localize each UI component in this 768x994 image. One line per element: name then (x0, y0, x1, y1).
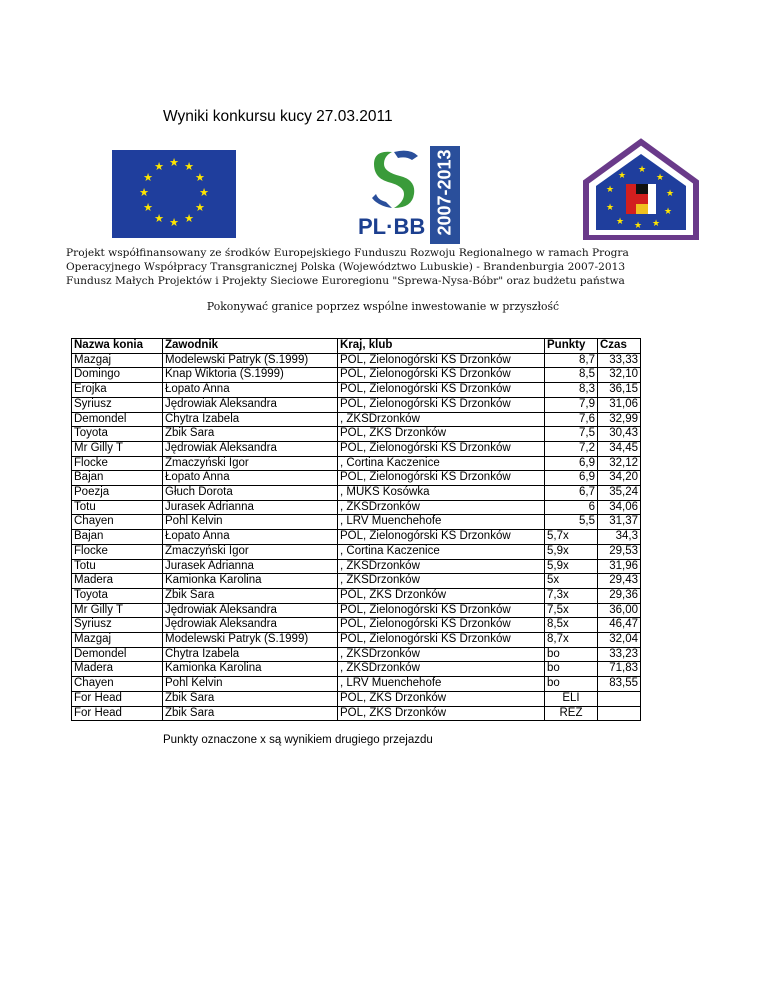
header-horse-name: Nazwa konia (72, 339, 163, 354)
cell-time: 34,3 (598, 530, 641, 545)
cell-rider: Zbik Sara (163, 706, 338, 721)
cell-rider: Zbik Sara (163, 588, 338, 603)
cell-time (598, 691, 641, 706)
eu-star-icon: ★ (169, 157, 179, 169)
cell-horse-name: Demondel (72, 412, 163, 427)
eu-star-icon: ★ (199, 187, 209, 199)
cell-points: 6,9 (545, 456, 598, 471)
cell-horse-name: Flocke (72, 456, 163, 471)
table-row (72, 677, 641, 692)
cell-country-club: POL, ZKS Drzonków (338, 691, 545, 706)
footnote: Punkty oznaczone x są wynikiem drugiego przejazdu (163, 734, 433, 746)
cell-time: 32,04 (598, 633, 641, 648)
cell-country-club: POL, ZKS Drzonków (338, 427, 545, 442)
table-row (72, 397, 641, 412)
cell-country-club: , LRV Muenchehofe (338, 515, 545, 530)
cell-horse-name: Mazgaj (72, 353, 163, 368)
funding-line: Projekt współfinansowany ze środków Europejskiego Funduszu Rozwoju Regionalnego w ramach Progra (66, 247, 629, 259)
cell-country-club: POL, Zielonogórski KS Drzonków (338, 603, 545, 618)
cell-horse-name: Poezja (72, 486, 163, 501)
cell-horse-name: Flocke (72, 544, 163, 559)
table-row (72, 353, 641, 368)
cell-horse-name: Toyota (72, 427, 163, 442)
table-row (72, 383, 641, 398)
eu-star-icon: ★ (169, 217, 179, 229)
cell-rider: Jędrowiak Aleksandra (163, 603, 338, 618)
table-row (72, 662, 641, 677)
cell-time: 36,15 (598, 383, 641, 398)
cell-horse-name: Domingo (72, 368, 163, 383)
cell-country-club: POL, ZKS Drzonków (338, 588, 545, 603)
table-row (72, 691, 641, 706)
cell-rider: Jędrowiak Aleksandra (163, 618, 338, 633)
cell-time (598, 706, 641, 721)
cell-points: 7,5x (545, 603, 598, 618)
table-row (72, 441, 641, 456)
cell-rider: Kamionka Karolina (163, 574, 338, 589)
table-row (72, 544, 641, 559)
cell-time: 83,55 (598, 677, 641, 692)
cell-points: ELI (545, 691, 598, 706)
cell-points: 6 (545, 500, 598, 515)
cell-country-club: POL, Zielonogórski KS Drzonków (338, 471, 545, 486)
cell-points: 7,9 (545, 397, 598, 412)
cell-time: 31,37 (598, 515, 641, 530)
svg-text:★: ★ (666, 189, 675, 199)
table-row (72, 486, 641, 501)
cell-time: 33,23 (598, 647, 641, 662)
cell-horse-name: Bajan (72, 471, 163, 486)
cell-points: 7,2 (545, 441, 598, 456)
svg-text:★: ★ (616, 217, 625, 227)
cell-country-club: , Cortina Kaczenice (338, 456, 545, 471)
cell-rider: Łopato Anna (163, 383, 338, 398)
eu-star-icon: ★ (195, 202, 205, 214)
cell-time: 34,20 (598, 471, 641, 486)
svg-text:★: ★ (652, 219, 661, 229)
cell-rider: Modelewski Patryk (S.1999) (163, 353, 338, 368)
cell-time: 31,96 (598, 559, 641, 574)
cell-country-club: , ZKSDrzonków (338, 412, 545, 427)
plbb-swirl-icon (364, 146, 430, 212)
cell-time: 30,43 (598, 427, 641, 442)
cell-country-club: , LRV Muenchehofe (338, 677, 545, 692)
page-title: Wyniki konkursu kucy 27.03.2011 (163, 108, 393, 125)
cell-points: 5,7x (545, 530, 598, 545)
results-body (72, 353, 641, 721)
cell-rider: Jędrowiak Aleksandra (163, 441, 338, 456)
cell-horse-name: Totu (72, 500, 163, 515)
cell-time: 33,33 (598, 353, 641, 368)
cell-time: 29,36 (598, 588, 641, 603)
cell-horse-name: Erojka (72, 383, 163, 398)
table-row (72, 706, 641, 721)
cell-points: 7,3x (545, 588, 598, 603)
cell-time: 32,99 (598, 412, 641, 427)
cell-points: 6,7 (545, 486, 598, 501)
cell-points: 5,5 (545, 515, 598, 530)
cell-time: 46,47 (598, 618, 641, 633)
cell-points: 8,7 (545, 353, 598, 368)
cell-rider: Zmaczyński Igor (163, 456, 338, 471)
cell-time: 32,12 (598, 456, 641, 471)
cell-horse-name: Chayen (72, 515, 163, 530)
funding-line: Fundusz Małych Projektów i Projekty Sieciowe Euroregionu "Sprewa-Nysa-Bóbr" oraz budżetu państwa (66, 275, 625, 287)
svg-text:★: ★ (664, 207, 673, 217)
cell-rider: Knap Wiktoria (S.1999) (163, 368, 338, 383)
plbb-years: 2007-2013 (434, 149, 455, 236)
cell-country-club: , ZKSDrzonków (338, 662, 545, 677)
table-row (72, 471, 641, 486)
results-table (71, 338, 641, 721)
cell-horse-name: Madera (72, 662, 163, 677)
cell-time: 32,10 (598, 368, 641, 383)
cell-rider: Modelewski Patryk (S.1999) (163, 633, 338, 648)
cell-rider: Zmaczyński Igor (163, 544, 338, 559)
cell-horse-name: Madera (72, 574, 163, 589)
table-row (72, 618, 641, 633)
cell-rider: Jurasek Adrianna (163, 559, 338, 574)
cell-rider: Zbik Sara (163, 427, 338, 442)
cell-country-club: POL, Zielonogórski KS Drzonków (338, 441, 545, 456)
table-row (72, 647, 641, 662)
cell-points: bo (545, 677, 598, 692)
cell-country-club: , MUKS Kosówka (338, 486, 545, 501)
svg-text:★: ★ (634, 221, 643, 231)
header-time: Czas (598, 339, 641, 354)
cell-time: 31,06 (598, 397, 641, 412)
cell-horse-name: Syriusz (72, 618, 163, 633)
cell-country-club: POL, Zielonogórski KS Drzonków (338, 633, 545, 648)
cell-horse-name: Toyota (72, 588, 163, 603)
cell-rider: Zbik Sara (163, 691, 338, 706)
cell-points: 6,9 (545, 471, 598, 486)
header-points: Punkty (545, 339, 598, 354)
cell-rider: Chytra Izabela (163, 412, 338, 427)
cell-points: 5,9x (545, 544, 598, 559)
cell-time: 34,06 (598, 500, 641, 515)
cell-horse-name: Bajan (72, 530, 163, 545)
cell-horse-name: Chayen (72, 677, 163, 692)
cell-rider: Chytra Izabela (163, 647, 338, 662)
cell-points: 7,6 (545, 412, 598, 427)
table-header-row (72, 339, 641, 354)
cell-points: 8,5x (545, 618, 598, 633)
table-row (72, 515, 641, 530)
cell-time: 71,83 (598, 662, 641, 677)
cell-horse-name: Mr Gilly T (72, 603, 163, 618)
table-row (72, 559, 641, 574)
cell-country-club: , ZKSDrzonków (338, 500, 545, 515)
eu-star-icon: ★ (154, 161, 164, 174)
euroregion-logo-icon (582, 138, 700, 240)
table-row (72, 412, 641, 427)
cell-horse-name: For Head (72, 706, 163, 721)
cell-country-club: , ZKSDrzonków (338, 574, 545, 589)
cell-points: 5x (545, 574, 598, 589)
cell-country-club: POL, Zielonogórski KS Drzonków (338, 353, 545, 368)
table-row (72, 368, 641, 383)
eu-star-icon: ★ (139, 187, 149, 199)
cell-points: 7,5 (545, 427, 598, 442)
plbb-text: PL·BB (358, 214, 426, 239)
table-row (72, 530, 641, 545)
cell-country-club: , Cortina Kaczenice (338, 544, 545, 559)
cell-horse-name: Syriusz (72, 397, 163, 412)
table-row (72, 427, 641, 442)
cell-time: 36,00 (598, 603, 641, 618)
table-row (72, 574, 641, 589)
table-row (72, 603, 641, 618)
eu-star-icon: ★ (184, 212, 194, 225)
cell-points: 5,9x (545, 559, 598, 574)
cell-points: 8,3 (545, 383, 598, 398)
table-row (72, 500, 641, 515)
funding-statement (66, 246, 700, 288)
cell-country-club: POL, Zielonogórski KS Drzonków (338, 618, 545, 633)
cell-horse-name: Demondel (72, 647, 163, 662)
cell-country-club: POL, ZKS Drzonków (338, 706, 545, 721)
header-rider: Zawodnik (163, 339, 338, 354)
cell-rider: Łopato Anna (163, 471, 338, 486)
cell-rider: Pohl Kelvin (163, 515, 338, 530)
svg-text:★: ★ (638, 165, 647, 175)
cell-rider: Jędrowiak Aleksandra (163, 397, 338, 412)
cell-horse-name: Mr Gilly T (72, 441, 163, 456)
cell-horse-name: Mazgaj (72, 633, 163, 648)
cell-time: 29,43 (598, 574, 641, 589)
svg-text:★: ★ (618, 171, 627, 181)
cell-time: 34,45 (598, 441, 641, 456)
cell-horse-name: For Head (72, 691, 163, 706)
eu-star-icon: ★ (143, 172, 153, 184)
cell-points: 8,5 (545, 368, 598, 383)
eu-flag-logo (112, 150, 236, 238)
table-row (72, 633, 641, 648)
plbb-logo (356, 146, 478, 244)
funding-line: Operacyjnego Współpracy Transgranicznej Polska (Województwo Lubuskie) - Brandenburgia 2007-2013 (66, 261, 626, 273)
eu-star-icon: ★ (195, 172, 205, 184)
cell-country-club: POL, Zielonogórski KS Drzonków (338, 383, 545, 398)
cell-country-club: POL, Zielonogórski KS Drzonków (338, 530, 545, 545)
eu-funding-banner (66, 138, 700, 320)
eu-star-icon: ★ (154, 212, 164, 225)
cell-points: bo (545, 647, 598, 662)
cell-points: 8,7x (545, 633, 598, 648)
eu-star-icon: ★ (184, 161, 194, 174)
cell-rider: Pohl Kelvin (163, 677, 338, 692)
cell-country-club: , ZKSDrzonków (338, 647, 545, 662)
plbb-years-band (430, 146, 460, 244)
cell-country-club: , ZKSDrzonków (338, 559, 545, 574)
cell-horse-name: Totu (72, 559, 163, 574)
cell-rider: Łopato Anna (163, 530, 338, 545)
cell-time: 29,53 (598, 544, 641, 559)
table-row (72, 456, 641, 471)
svg-text:★: ★ (606, 203, 615, 213)
table-row (72, 588, 641, 603)
cell-country-club: POL, Zielonogórski KS Drzonków (338, 368, 545, 383)
cell-rider: Głuch Dorota (163, 486, 338, 501)
cell-rider: Jurasek Adrianna (163, 500, 338, 515)
cell-points: bo (545, 662, 598, 677)
header-country-club: Kraj, klub (338, 339, 545, 354)
cell-points: REZ (545, 706, 598, 721)
eu-star-icon: ★ (143, 202, 153, 214)
cell-time: 35,24 (598, 486, 641, 501)
cell-country-club: POL, Zielonogórski KS Drzonków (338, 397, 545, 412)
cell-rider: Kamionka Karolina (163, 662, 338, 677)
funding-motto: Pokonywać granice poprzez wspólne inwestowanie w przyszłość (206, 300, 560, 313)
svg-text:★: ★ (606, 185, 615, 195)
svg-text:★: ★ (656, 173, 665, 183)
